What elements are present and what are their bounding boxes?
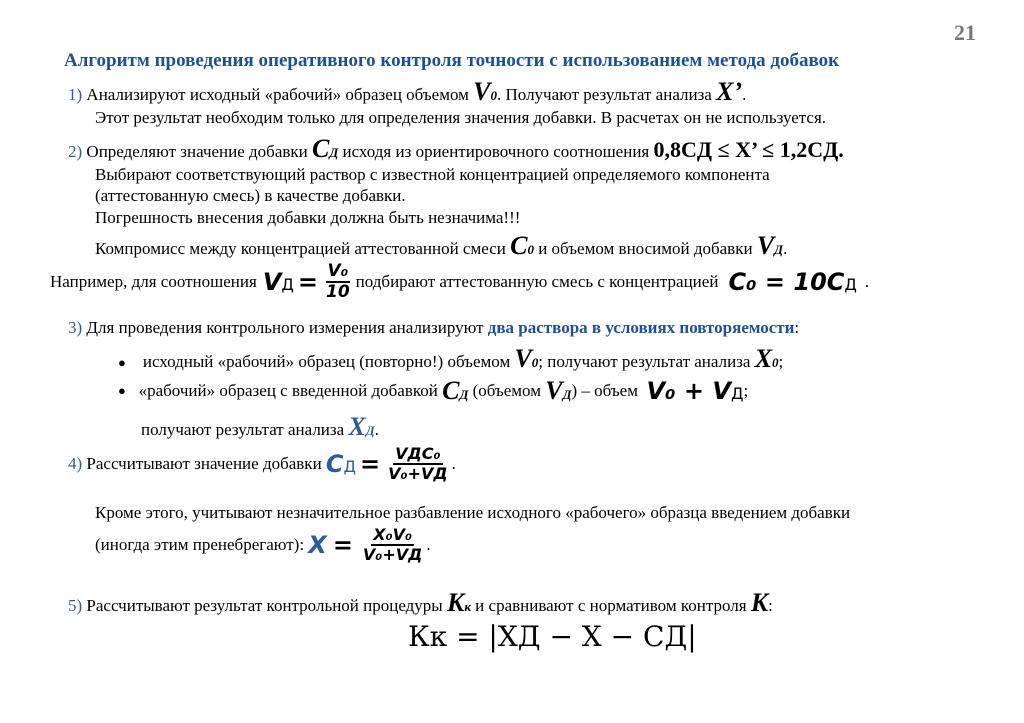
step-5: 5) Рассчитывают результат контрольной процедуры Kк и сравнивают с нормативом контроля K: <box>68 588 773 617</box>
symbol-x-prime: X’ <box>716 77 743 106</box>
step-number: 3) <box>68 318 83 337</box>
formula-cd-lhs: CД <box>325 450 357 479</box>
symbol-v0: V0 <box>473 77 498 106</box>
highlight-text: два раствора в условиях повторяемости <box>487 318 795 337</box>
step-4-line3: (иногда этим пренебрегают): X = $\frac{\text{X₀V₀}}{\text{V₀+VД}}$ . <box>95 525 431 564</box>
step-2-line5: Компромисс между концентрацией аттестованной смеси C0 и объемом вносимой добавки VД. <box>95 231 788 260</box>
step-2 <box>68 134 844 164</box>
step-4: 4) Рассчитывают значение добавки CД = $\frac{\text{VДC₀}}{\text{V₀+VД}}$ . <box>68 444 456 483</box>
step-4-line2: Кроме этого, учитывают незначительное разбавление исходного «рабочего» образца введением добавки <box>95 503 851 522</box>
example-fraction: $\frac{\text{V₀}}{10}$ <box>326 261 350 302</box>
bullet-1: ● исходный «рабочий» образец (повторно!) объемом V0; получают результат анализа X0; <box>118 344 784 373</box>
step-1: 1) Анализируют исходный «рабочий» образец объемом V0. Получают результат анализа X’. <box>68 77 747 106</box>
control-formula: Кк = |ХД − Х − СД| <box>408 620 697 653</box>
step-text: Анализируют исходный «рабочий» образец объемом <box>86 85 469 104</box>
symbol-c-d: CД <box>312 134 339 163</box>
step-number: 5) <box>68 596 83 615</box>
formula-cd-fraction: $\frac{\text{VДC₀}}{\text{V₀+VД}}$ <box>388 444 448 483</box>
step-number: 2) <box>68 142 83 161</box>
symbol-v-d: VД <box>756 231 784 260</box>
step-text: . Получают результат анализа <box>497 85 712 104</box>
example-line: Например, для соотношения VД = $\frac{\text{V₀}}{10}$ подбирают аттестованную смесь с концентрацией C₀ = 10CД . <box>50 261 870 302</box>
symbol-c0: C0 <box>510 231 534 260</box>
formula-x-fraction: $\frac{\text{X₀V₀}}{\text{V₀+VД}}$ <box>362 525 423 564</box>
step-text: исходя из ориентировочного соотношения <box>342 142 650 161</box>
example-lhs: VД <box>262 268 294 297</box>
step-2-line4: Погрешность внесения добавки должна быть незначима!!! <box>95 208 521 227</box>
bullet-2: ● «рабочий» образец с введенной добавкой CД (объемом VД ) – объем V₀ + VД ; <box>118 376 749 405</box>
step-number: 4) <box>68 454 83 474</box>
ratio-inequality: 0,8CД ≤ X’ ≤ 1,2CД. <box>653 137 844 162</box>
example-rhs: C₀ = 10CД <box>728 268 857 297</box>
step-2-line2: Выбирают соответствующий раствор с известной концентрацией определяемого компонента <box>95 165 770 184</box>
page-title: Алгоритм проведения оперативного контроля точности с использованием метода добавок <box>64 50 840 71</box>
page-number: 21 <box>954 20 976 45</box>
step-number: 1) <box>68 85 83 104</box>
step-3: 3) Для проведения контрольного измерения анализируют два раствора в условиях повторяемости: <box>68 318 800 337</box>
step-1-note: Этот результат необходим только для определения значения добавки. В расчетах он не используется. <box>95 108 827 127</box>
step-2-line3: (аттестованную смесь) в качестве добавки. <box>95 186 406 205</box>
step-text: Определяют значение добавки <box>86 142 308 161</box>
bullet-2-result: получают результат анализа XД. <box>141 412 379 441</box>
